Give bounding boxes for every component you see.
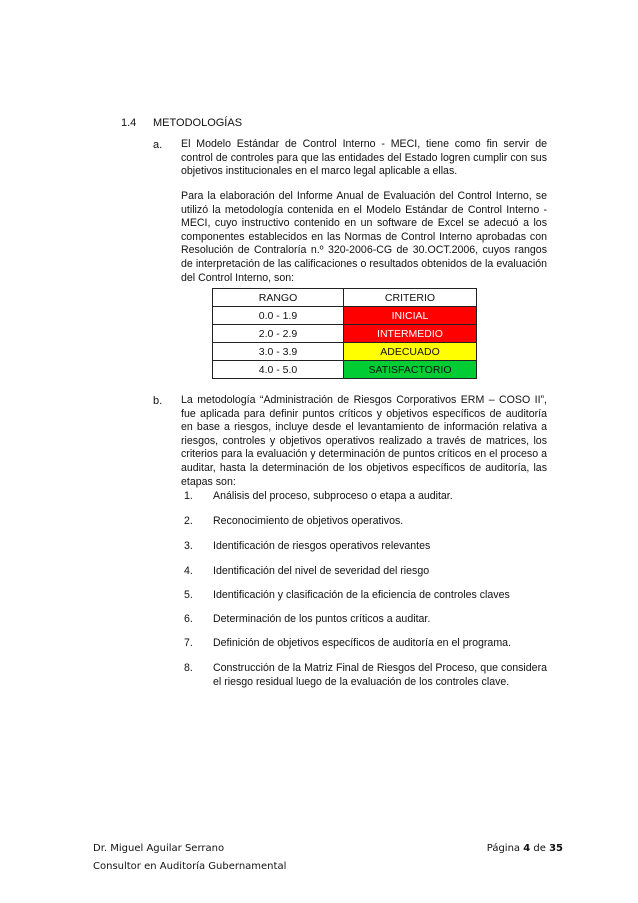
range-cell: 4.0 - 5.0 [213,361,344,379]
page-of: de [533,843,546,854]
footer-author: Dr. Miguel Aguilar Serrano [93,843,225,854]
table-row [213,361,477,379]
step-text: Determinación de los puntos críticos a auditar. [213,613,431,625]
table-row [213,325,477,343]
step-text: Identificación de riesgos operativos relevantes [213,540,431,552]
header-range: RANGO [213,289,344,307]
step-number: 2. [184,515,193,527]
table-header-row [213,289,477,307]
range-cell: 0.0 - 1.9 [213,307,344,325]
step-text: Identificación del nivel de severidad del riesgo [213,565,430,577]
step-text: Definición de objetivos específicos de auditoría en el programa. [213,637,511,649]
step-number: 1. [184,490,193,502]
table-row [213,307,477,325]
section-title: METODOLOGÍAS [153,117,243,129]
item-a-paragraph-1: El Modelo Estándar de Control Interno - MECI, tiene como fin servir de control de controles para que las entidades del Estado logren cumplir con sus objetivos institucionales en el marco legal aplicable a ellas. [181,138,547,178]
step-text: Reconocimiento de objetivos operativos. [213,515,404,527]
step-text: Identificación y clasificación de la eficiencia de controles claves [213,589,510,601]
criterion-cell: ADECUADO [344,343,477,361]
step-number: 6. [184,613,193,625]
footer-role: Consultor en Auditoría Gubernamental [93,861,287,872]
step-number: 7. [184,637,193,649]
step-number: 5. [184,589,193,601]
criterion-cell: INICIAL [344,307,477,325]
footer-page-number [487,843,563,854]
page-current: 4 [523,843,531,854]
section-number: 1.4 [121,117,137,129]
item-a-letter: a. [153,139,163,151]
item-b-paragraph: La metodología “Administración de Riesgos Corporativos ERM – COSO II”, fue aplicada para definir puntos críticos y objetivos específicos de auditoría en base a riesgos, incluye desde el levantamiento de información relativa a riesgos, controles y objetivos operativos realizado a través de matrices, los criterios para la evaluación y determinación de puntos críticos en el proceso a auditar, hasta la determinación de los objetivos específicos de auditoría, las etapas son: [181,394,547,488]
step-text: Construcción de la Matriz Final de Riesgos del Proceso, que considera el riesgo residual luego de la evaluación de los controles clave. [213,662,547,688]
range-cell: 2.0 - 2.9 [213,325,344,343]
item-a-paragraph-2: Para la elaboración del Informe Anual de Evaluación del Control Interno, se utilizó la metodología contenida en el Modelo Estándar de Control Interno - MECI, cuyo instructivo contenido en un software de Excel se adecuó a los componentes establecidos en las Normas de Control Interno aprobadas con Resolución de Contraloría n.º 320-2006-CG de 30.OCT.2006, cuyos rangos de interpretación de las calificaciones o resultados obtenidos de la evaluación del Control Interno, son: [181,190,547,284]
step-number: 4. [184,565,193,577]
step-number: 8. [184,662,193,674]
header-criterion: CRITERIO [344,289,477,307]
step-text: Análisis del proceso, subproceso o etapa a auditar. [213,490,453,502]
rating-scale-table [212,288,477,379]
page-word: Página [486,843,521,854]
range-cell: 3.0 - 3.9 [213,343,344,361]
item-b-letter: b. [153,395,163,407]
criterion-cell: INTERMEDIO [344,325,477,343]
page-total: 35 [549,843,563,854]
step-number: 3. [184,540,193,552]
criterion-cell: SATISFACTORIO [344,361,477,379]
table-row [213,343,477,361]
